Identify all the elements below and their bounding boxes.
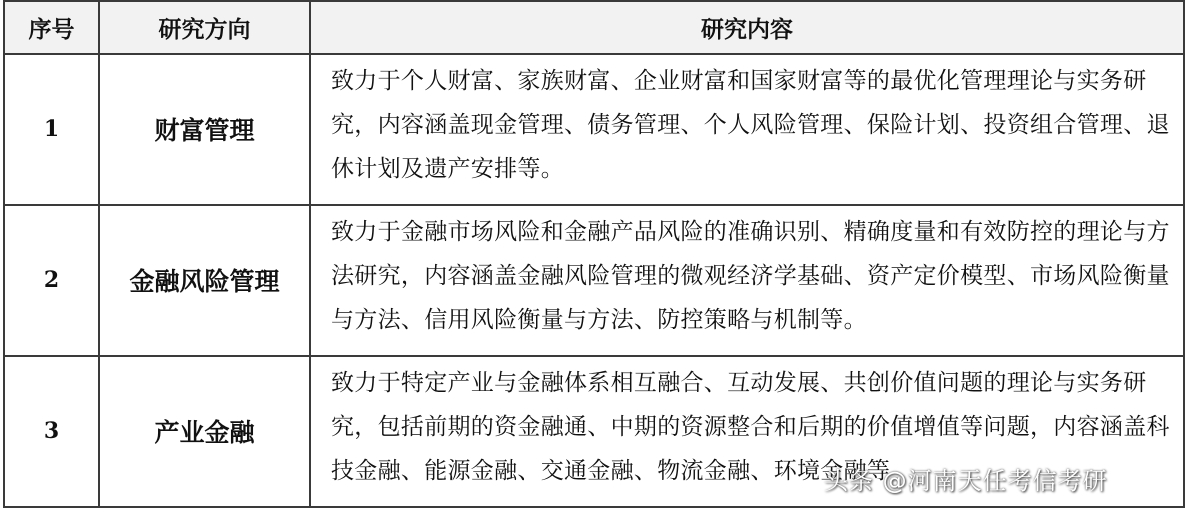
table-row	[4, 205, 1184, 356]
header-content: 研究内容	[310, 1, 1184, 54]
table-header-row	[4, 1, 1184, 54]
research-table	[3, 0, 1185, 508]
table-row	[4, 54, 1184, 205]
row-content: 致力于个人财富、家族财富、企业财富和国家财富等的最优化管理理论与实务研究，内容涵盖现金管理、债务管理、个人风险管理、保险计划、投资组合管理、退休计划及遗产安排等。	[310, 54, 1184, 205]
row-index: 2	[4, 205, 99, 356]
header-index: 序号	[4, 1, 99, 54]
row-direction: 金融风险管理	[99, 205, 310, 356]
row-direction: 产业金融	[99, 356, 310, 507]
row-index: 3	[4, 356, 99, 507]
row-index: 1	[4, 54, 99, 205]
watermark: 头条 @河南天任考信考研	[824, 467, 1108, 495]
row-content: 致力于特定产业与金融体系相互融合、互动发展、共创价值问题的理论与实务研究，包括前期的资金融通、中期的资源整合和后期的价值增值等问题，内容涵盖科技金融、能源金融、交通金融、物流金融、环境金融等	[310, 356, 1184, 507]
header-direction: 研究方向	[99, 1, 310, 54]
row-direction: 财富管理	[99, 54, 310, 205]
row-content: 致力于金融市场风险和金融产品风险的准确识别、精确度量和有效防控的理论与方法研究，内容涵盖金融风险管理的微观经济学基础、资产定价模型、市场风险衡量与方法、信用风险衡量与方法、防控策略与机制等。	[310, 205, 1184, 356]
